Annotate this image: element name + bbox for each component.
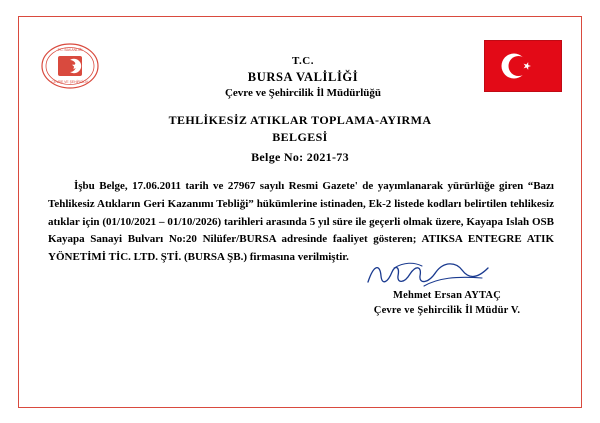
header-line-1: T.C. bbox=[292, 55, 314, 67]
svg-text:T.C. BAKANLIĞI: T.C. BAKANLIĞI bbox=[57, 48, 83, 52]
svg-text:ÇEVRE VE ŞEHİRCİLİK: ÇEVRE VE ŞEHİRCİLİK bbox=[51, 80, 89, 84]
handwritten-signature-icon bbox=[340, 262, 554, 288]
turkish-flag-icon bbox=[484, 40, 562, 92]
header-text-block bbox=[138, 54, 468, 101]
signature-block bbox=[340, 262, 554, 316]
header-line-3: Çevre ve Şehircilik İl Müdürlüğü bbox=[224, 86, 382, 99]
title-line-2: BELGESİ bbox=[272, 130, 328, 145]
document-number: Belge No: 2021-73 bbox=[251, 150, 349, 164]
signer-title: Çevre ve Şehircilik İl Müdür V. bbox=[373, 305, 521, 316]
document-body bbox=[48, 178, 554, 267]
turkish-state-emblem-icon bbox=[40, 42, 100, 90]
title-line-1: TEHLİKESİZ ATIKLAR TOPLAMA-AYIRMA bbox=[168, 113, 432, 127]
document-header bbox=[18, 16, 582, 99]
body-paragraph: İşbu Belge, 17.06.2011 tarih ve 27967 sayılı Resmi Gazete' de yayımlanarak yürürlüğe giren “Bazı Tehlikesiz Atıkların Geri Kazanımı Tebliği” hükümlerine istinaden, Ek-2 listede kodları belirtilen tehlikesiz atıklar için (01/10/2021 – 01/10/2026) tarihleri arasında 5 yıl süre ile geçerli olmak üzere, Kayapa Islah OSB Kayapa Sanayi Bulvarı No:20 Nilüfer/BURSA adresinde faaliyet gösteren; ATIKSA ENTEGRE ATIK YÖNETİMİ TİC. LTD. ŞTİ. (BURSA ŞB.) firmasına verilmiştir. bbox=[48, 180, 554, 264]
header-line-2: BURSA VALİLİĞİ bbox=[247, 69, 359, 84]
document-title bbox=[40, 112, 560, 147]
signer-name: Mehmet Ersan AYTAÇ bbox=[392, 290, 501, 301]
